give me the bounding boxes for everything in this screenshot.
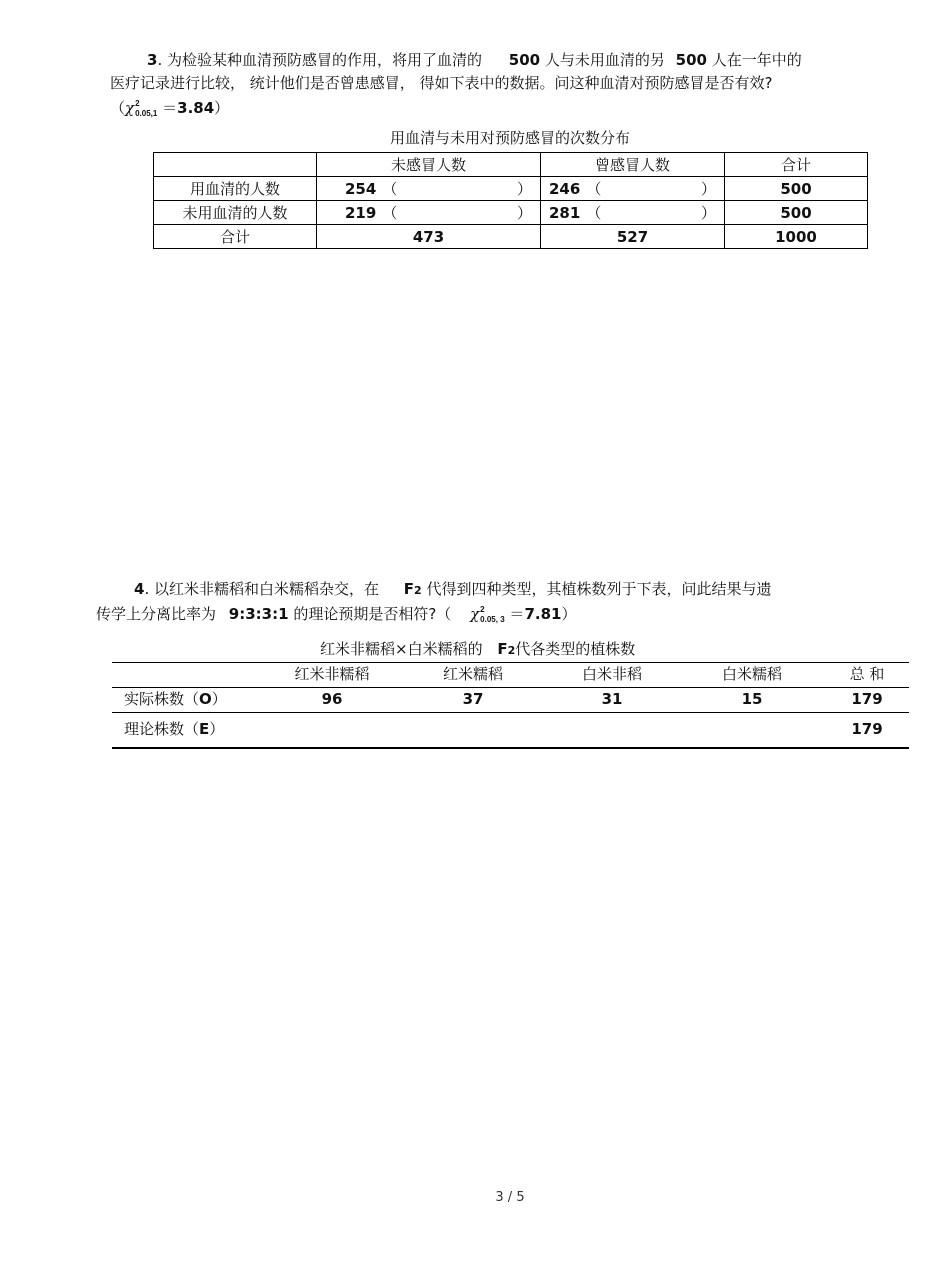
row-label: 合计 (154, 225, 317, 249)
cell-sick (541, 177, 725, 201)
q3-chi-critical (110, 98, 229, 119)
q4-table-caption (320, 639, 635, 661)
cell-sick-total: 527 (541, 225, 725, 249)
q3-number: 3 (147, 51, 158, 69)
q3-text-b: 人与未用血清的另 (544, 51, 665, 69)
f-letter: F (497, 640, 508, 658)
chi-value: 7.81 (524, 605, 562, 623)
q3-line-2 (110, 73, 773, 93)
value: 254 (345, 179, 377, 198)
observed-total: 179 (851, 690, 883, 708)
observed-value: 37 (462, 690, 484, 708)
chi-sub: 0.05, 3 (480, 614, 505, 624)
expected-value (262, 712, 402, 746)
chi-symbol: χ (125, 99, 135, 117)
label-symbol: O (199, 690, 212, 708)
label-text: 理论株数（ (124, 720, 200, 738)
expected-value (552, 712, 672, 746)
q3-table (153, 152, 868, 249)
cell-not-sick (317, 201, 541, 225)
table-bottom-rule (112, 747, 909, 749)
blank-close: ） (516, 180, 532, 198)
expected-total: 179 (851, 720, 883, 738)
cell-not-sick (317, 177, 541, 201)
header-red-nonglutinous: 红米非糯稻 (294, 665, 370, 683)
header-red-glutinous: 红米糯稻 (442, 665, 503, 683)
expected-value (692, 712, 812, 746)
chi-sup: 2 (135, 98, 140, 108)
chi-scripts (480, 605, 504, 625)
blank-close: ） (700, 180, 716, 198)
q4-f2 (404, 580, 422, 598)
table-row (154, 201, 868, 225)
table-total-row (154, 225, 868, 249)
chi-eq: ＝ (162, 99, 178, 117)
cell-not-sick-total: 473 (317, 225, 541, 249)
q4-number: 4 (134, 580, 145, 598)
observed-value: 31 (601, 690, 623, 708)
blank-open: （ (382, 180, 398, 198)
q4-table (112, 662, 909, 746)
value: 246 (549, 179, 581, 198)
header-empty (154, 153, 317, 177)
q4-ratio: 9:3:3:1 (228, 605, 289, 623)
chi-eq: ＝ (509, 605, 525, 623)
chi-close-paren: ） (214, 99, 230, 117)
table-row-expected (112, 712, 909, 746)
observed-value: 15 (741, 690, 763, 708)
table-row-observed (112, 687, 909, 712)
blank-open: （ (382, 204, 398, 222)
f-sub: 2 (507, 644, 516, 657)
blank-close: ） (700, 204, 716, 222)
f-letter: F (403, 580, 415, 598)
header-white-glutinous: 白米糯稻 (721, 665, 782, 683)
value: 281 (549, 203, 581, 222)
q3-n2: 500 (675, 51, 707, 69)
label-close: ） (209, 720, 225, 738)
blank-open: （ (586, 180, 602, 198)
observed-value: 96 (321, 690, 343, 708)
chi-open-paren: （ (110, 99, 126, 117)
q3-text-c: 人在一年中的 (711, 51, 802, 69)
chi-symbol: χ (470, 605, 480, 623)
header-white-nonglutinous: 白米非稻 (581, 665, 642, 683)
q3-n1: 500 (508, 51, 541, 69)
chi-sub: 0.05,1 (135, 108, 158, 118)
blank-close: ） (516, 204, 532, 222)
q4-text-b: 代得到四种类型，其植株数列于下表，问此结果与遗 (426, 580, 772, 598)
row-label (124, 712, 224, 746)
row-label: 未用血清的人数 (154, 201, 317, 225)
cell-total: 500 (725, 177, 868, 201)
caption-text-b: 代各类型的植株数 (515, 640, 636, 658)
label-text: 实际株数（ (124, 690, 200, 708)
q4-line-1 (134, 579, 771, 601)
chi-scripts (135, 99, 157, 119)
q3-table-caption: 用血清与未用对预防感冒的次数分布 (389, 129, 630, 147)
page-number: 3 / 5 (495, 1190, 525, 1205)
q4-text-line2a: 传学上分离比率为 (96, 605, 217, 623)
chi-close-paren: ） (561, 605, 577, 623)
q3-text-line2: 医疗记录进行比较， 统计他们是否曾患感冒， 得如下表中的数据。问这种血清对预防感冒是否有效? (110, 74, 773, 92)
row-label (124, 687, 227, 712)
caption-f2 (497, 640, 515, 658)
row-label: 用血清的人数 (154, 177, 317, 201)
cell-total: 500 (725, 201, 868, 225)
q3-text-a: . 为检验某种血清预防感冒的作用，将用了血清的 (157, 51, 482, 69)
q4-text-a: . 以红米非糯稻和白米糯稻杂交，在 (144, 580, 379, 598)
header-not-sick: 未感冒人数 (317, 153, 541, 177)
header-total: 合计 (725, 153, 868, 177)
blank-open: （ (586, 204, 602, 222)
header-sick: 曾感冒人数 (541, 153, 725, 177)
chi-sup: 2 (480, 604, 485, 614)
cell-sick (541, 201, 725, 225)
f-sub: 2 (414, 584, 422, 597)
caption-text-a: 红米非糯稻×白米糯稻的 (320, 640, 483, 658)
q4-line-2 (96, 604, 576, 625)
header-sum: 总 和 (849, 665, 885, 683)
expected-value (412, 712, 534, 746)
table-header-row (112, 662, 909, 687)
table-header-row (154, 153, 868, 177)
label-close: ） (211, 690, 227, 708)
q4-text-line2b: 的理论预期是否相符?（ (293, 605, 452, 623)
value: 219 (345, 203, 377, 222)
chi-value: 3.84 (177, 99, 215, 117)
table-row (154, 177, 868, 201)
cell-grand-total: 1000 (725, 225, 868, 249)
label-symbol: E (199, 720, 210, 738)
q3-line-1 (147, 50, 802, 70)
